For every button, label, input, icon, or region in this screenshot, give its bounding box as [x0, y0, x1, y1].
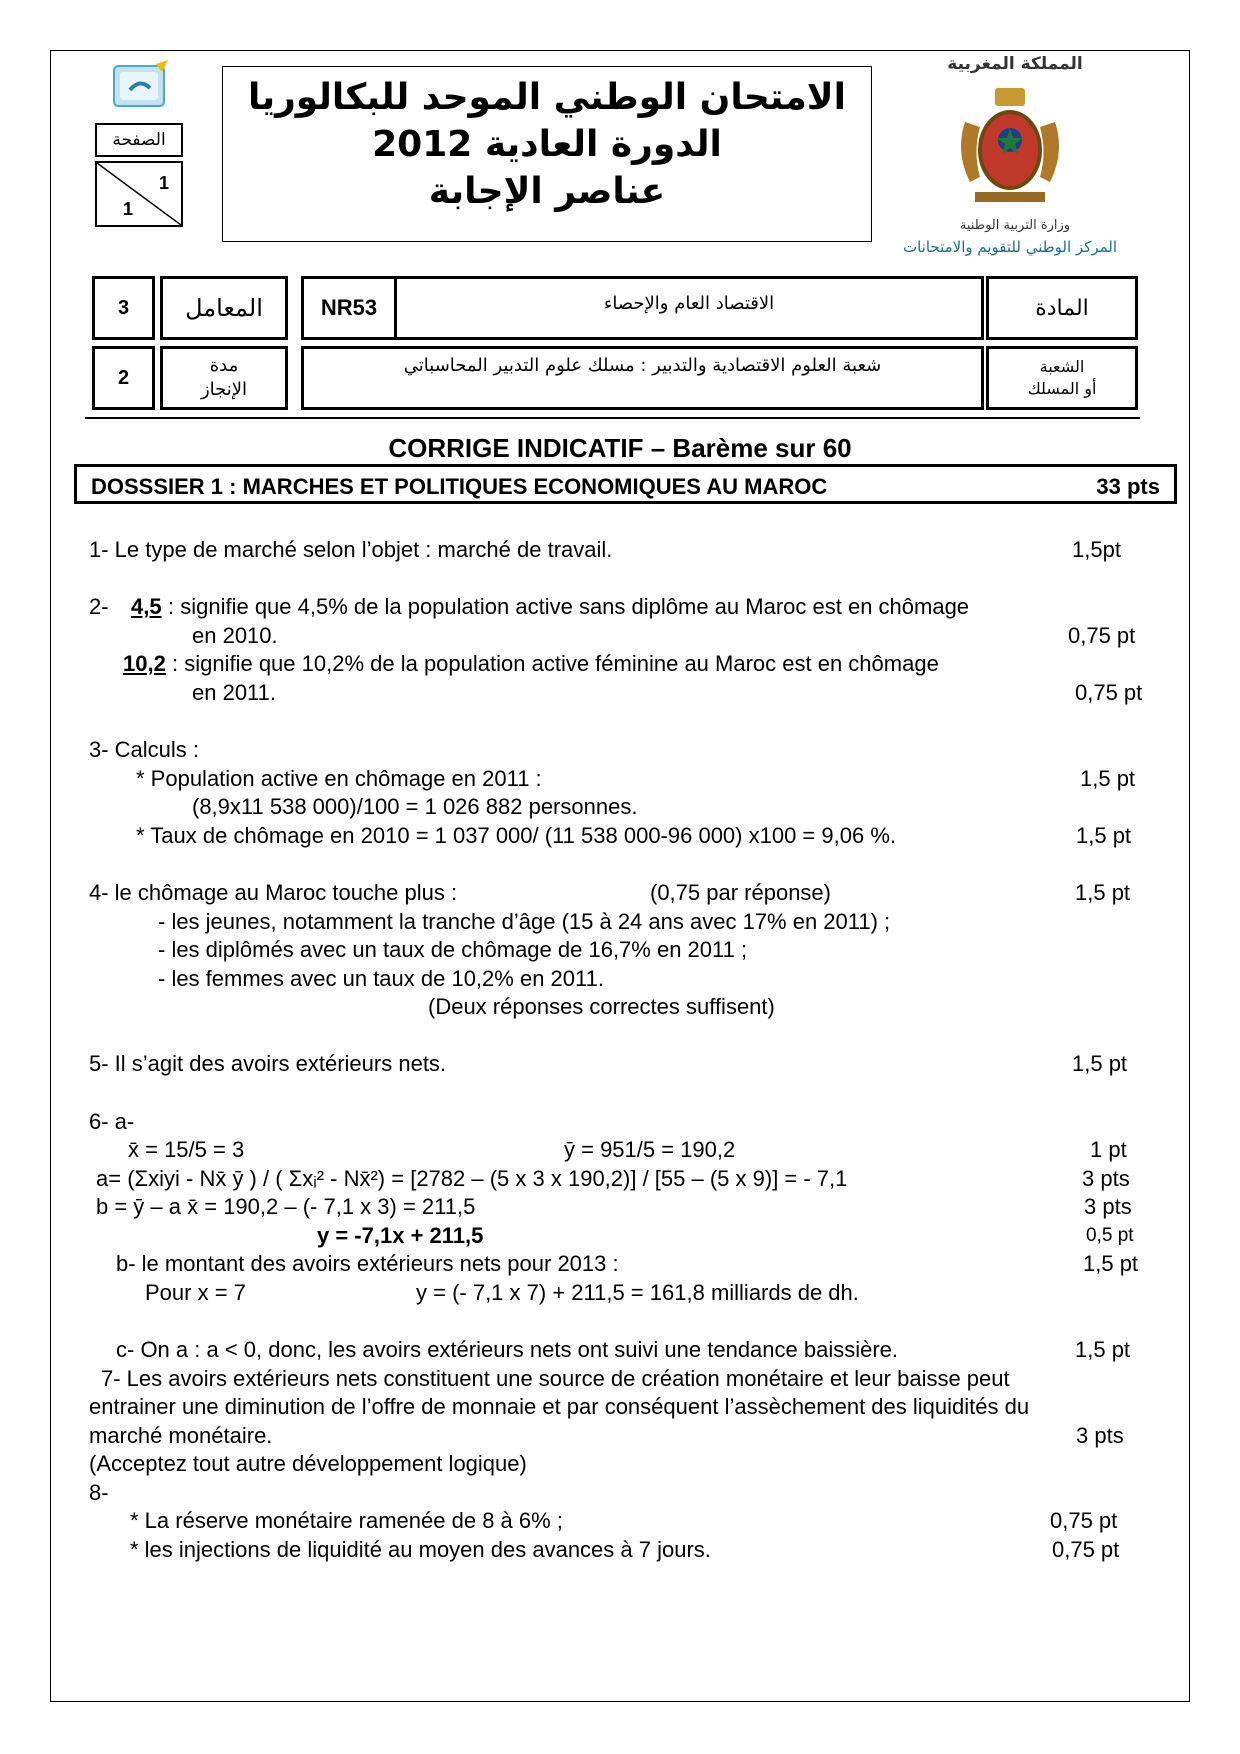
q2a-text: : signifie que 4,5% de la population active sans diplôme au Maroc est en chômage — [168, 594, 970, 619]
q2b-text: : signifie que 10,2% de la population active féminine au Maroc est en chômage — [172, 651, 939, 676]
subject-name: الاقتصاد العام والإحصاء — [394, 276, 984, 340]
coefficient-label: المعامل — [160, 276, 288, 340]
q4-item-women: - les femmes avec un taux de 10,2% en 2011. — [158, 966, 604, 991]
dossier-header — [74, 464, 1177, 504]
q3-title: 3- Calculs : — [89, 737, 200, 762]
q6b-x-value: Pour x = 7 — [145, 1280, 246, 1305]
q2a-value: 4,5 — [131, 594, 162, 619]
q3b-points: 1,5 pt — [1076, 823, 1132, 848]
q6c-points: 1,5 pt — [1075, 1337, 1131, 1362]
header-divider — [85, 417, 1140, 419]
q2-number: 2- — [89, 594, 109, 619]
q6-title: 6- a- — [89, 1109, 135, 1134]
q6-intercept-points: 3 pts — [1084, 1194, 1132, 1219]
q8b-text: * les injections de liquidité au moyen des avances à 7 jours. — [130, 1537, 711, 1562]
duration-label-line2: الإنجاز — [200, 379, 248, 400]
q6b-points: 1,5 pt — [1083, 1251, 1139, 1276]
q4-note: (0,75 par réponse) — [650, 880, 831, 905]
q4-footnote: (Deux réponses correctes suffisent) — [428, 994, 775, 1019]
page-number-box — [95, 161, 183, 227]
q8a-text: * La réserve monétaire ramenée de 8 à 6% ; — [130, 1508, 563, 1533]
q7-line2: entrainer une diminution de l’offre de monnaie et par conséquent l’assèchement des liquidités du — [89, 1394, 1030, 1419]
q6-mean-y: ȳ = 951/5 = 190,2 — [564, 1137, 736, 1162]
q4-item-youth: - les jeunes, notamment la tranche d’âge (15 à 24 ans avec 17% en 2011) ; — [158, 909, 891, 934]
q6-mean-x: x̄ = 15/5 = 3 — [128, 1137, 245, 1162]
session-title: الدورة العادية 2012 — [372, 124, 722, 165]
q7-line1: 7- Les avoirs extérieurs nets constituent une source de création monétaire et leur baisse peut — [101, 1366, 1010, 1391]
branch-name: شعبة العلوم الاقتصادية والتدبير : مسلك علوم التدبير المحاسباتي — [301, 346, 984, 410]
q8b-points: 0,75 pt — [1052, 1537, 1120, 1562]
exam-logo-icon — [112, 60, 170, 108]
q2b-points: 0,75 pt — [1075, 680, 1143, 705]
q2a-continuation: en 2010. — [192, 623, 278, 648]
q2b-continuation: en 2011. — [192, 680, 277, 705]
q5-text: 5- Il s’agit des avoirs extérieurs nets. — [89, 1051, 447, 1076]
q8-title: 8- — [89, 1480, 109, 1505]
q6-equation: y = -7,1x + 211,5 — [317, 1223, 484, 1248]
q6-slope-points: 3 pts — [1082, 1166, 1130, 1191]
q1-points: 1,5pt — [1072, 537, 1121, 562]
q3a-text: * Population active en chômage en 2011 : — [136, 766, 542, 791]
q7-line3: marché monétaire. — [89, 1423, 273, 1448]
kingdom-emblem-icon — [945, 82, 1075, 212]
q4-title: 4- le chômage au Maroc touche plus : — [89, 880, 458, 905]
q7-points: 3 pts — [1076, 1423, 1124, 1448]
q6-equation-points: 0,5 pt — [1086, 1225, 1134, 1246]
q6c-text: c- On a : a < 0, donc, les avoirs extérieurs nets ont suivi une tendance baissière. — [116, 1337, 899, 1362]
page-current: 1 — [158, 173, 169, 193]
q6b-text: b- le montant des avoirs extérieurs nets pour 2013 : — [116, 1251, 619, 1276]
q4-item-graduates: - les diplômés avec un taux de chômage de 16,7% en 2011 ; — [158, 937, 748, 962]
q6-means-points: 1 pt — [1090, 1137, 1127, 1162]
page-label: الصفحة — [95, 123, 183, 157]
q2b-value: 10,2 — [123, 651, 166, 676]
q4-points: 1,5 pt — [1075, 880, 1131, 905]
exam-title-box — [222, 66, 872, 242]
q5-points: 1,5 pt — [1072, 1051, 1128, 1076]
exam-title: الامتحان الوطني الموحد للبكالوريا — [248, 77, 846, 118]
subject-label: المادة — [986, 276, 1138, 340]
q1-text: 1- Le type de marché selon l’objet : marché de travail. — [89, 537, 613, 562]
q3b-text: * Taux de chômage en 2010 = 1 037 000/ (11 538 000-96 000) x100 = 9,06 %. — [136, 823, 896, 848]
corrige-title: CORRIGE INDICATIF – Barème sur 60 — [388, 433, 852, 463]
answer-elements-title: عناصر الإجابة — [428, 171, 666, 212]
branch-label-line1: الشعبة — [1039, 357, 1085, 376]
ministry-name: وزارة التربية الوطنية — [959, 218, 1071, 233]
q6-slope-a: a= (Σxiyi - Nx̄ ȳ ) / ( Σxᵢ² - Nx̄²) = [2782 – (5 x 3 x 190,2)] / [55 – (5 x 9)] = - 7,1 — [96, 1166, 848, 1191]
q3a-calc: (8,9x11 538 000)/100 = 1 026 882 personnes. — [192, 794, 638, 819]
coefficient-value: 3 — [92, 276, 155, 340]
q7-note: (Acceptez tout autre développement logique) — [89, 1451, 527, 1476]
branch-label — [986, 346, 1138, 410]
center-name: المركز الوطني للتقويم والامتحانات — [902, 238, 1118, 256]
q8a-points: 0,75 pt — [1050, 1508, 1118, 1533]
subject-code: NR53 — [301, 276, 397, 340]
dossier-points: 33 pts — [1096, 474, 1160, 499]
branch-label-line2: أو المسلك — [1027, 379, 1097, 398]
duration-label — [160, 346, 288, 410]
duration-label-line1: مدة — [209, 355, 239, 376]
dossier-title: DOSSSIER 1 : MARCHES ET POLITIQUES ECONOMIQUES AU MAROC — [91, 474, 828, 499]
q3a-points: 1,5 pt — [1080, 766, 1136, 791]
q6b-result: y = (- 7,1 x 7) + 211,5 = 161,8 milliards de dh. — [416, 1280, 859, 1305]
duration-value: 2 — [92, 346, 155, 410]
page-total: 1 — [123, 199, 134, 219]
q2a-points: 0,75 pt — [1068, 623, 1136, 648]
kingdom-name: المملكة المغربية — [947, 54, 1083, 74]
q6-intercept-b: b = ȳ – a x̄ = 190,2 – (- 7,1 x 3) = 211,5 — [96, 1194, 476, 1219]
